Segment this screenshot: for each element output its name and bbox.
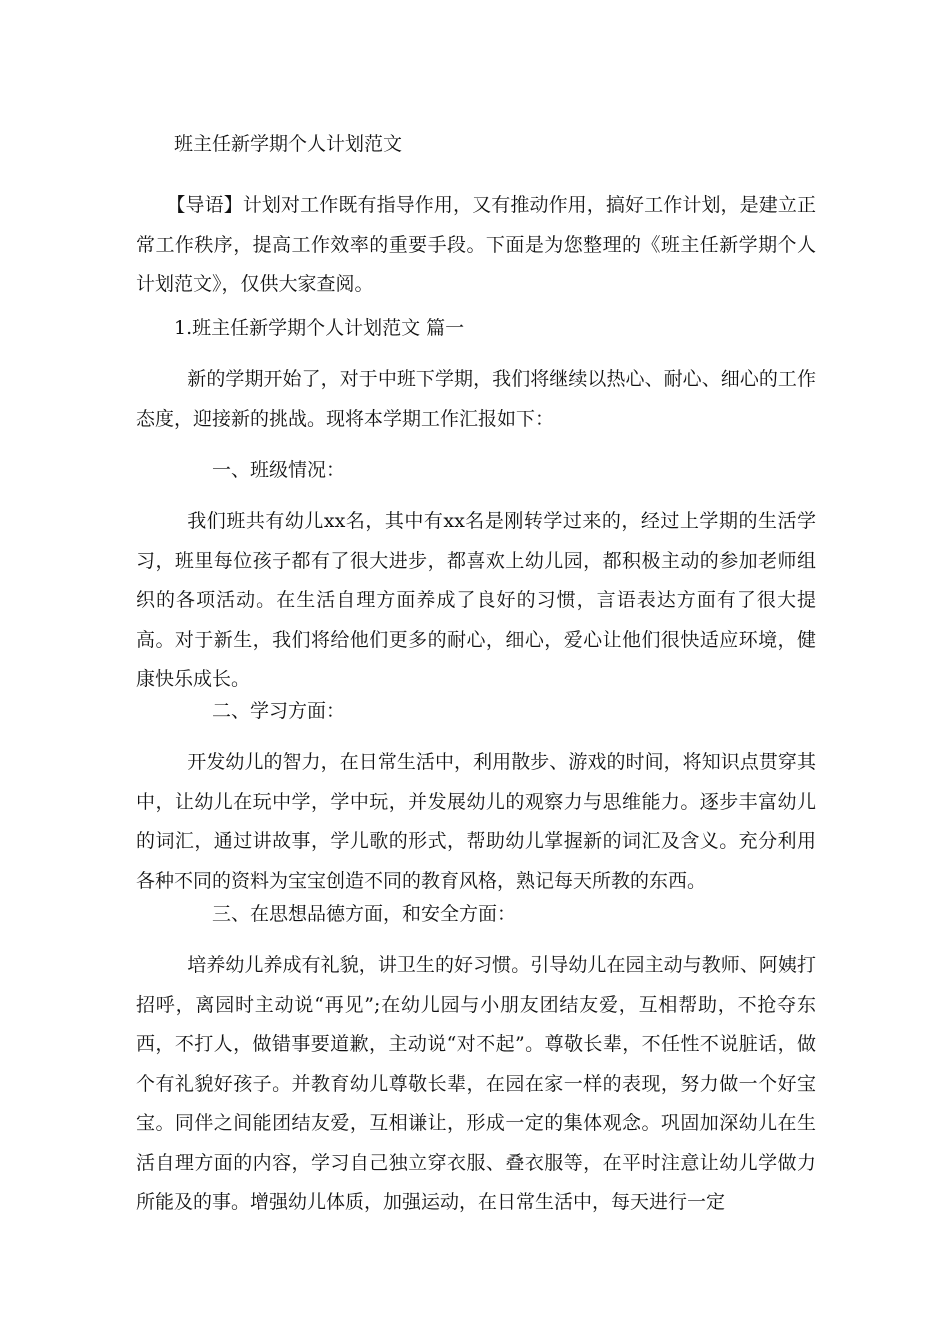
document-title: 班主任新学期个人计划范文	[174, 133, 403, 155]
class-situation-paragraph: 我们班共有幼儿xx名，其中有xx名是刚转学过来的，经过上学期的生活学习，班里每位孩子都有了很大进步，都喜欢上幼儿园，都积极主动的参加老师组织的各项活动。在生活自理方面养成了良好的习惯，言语表达方面有了很大提高。对于新生，我们将给他们更多的耐心，细心，爱心让他们很快适应环境，健康快乐成长。	[136, 510, 816, 690]
heading-morality-safety: 三、在思想品德方面，和安全方面：	[212, 903, 517, 925]
section-title: 1.班主任新学期个人计划范文 篇一	[174, 317, 465, 339]
heading-class-situation: 一、班级情况：	[212, 459, 346, 481]
heading-learning: 二、学习方面：	[212, 700, 346, 722]
learning-paragraph: 开发幼儿的智力，在日常生活中，利用散步、游戏的时间，将知识点贯穿其中，让幼儿在玩中学，学中玩，并发展幼儿的观察力与思维能力。逐步丰富幼儿的词汇，通过讲故事，学儿歌的形式，帮助幼儿掌握新的词汇及含义。充分利用各种不同的资料为宝宝创造不同的教育风格，熟记每天所教的东西。	[136, 751, 816, 892]
morality-safety-paragraph: 培养幼儿养成有礼貌，讲卫生的好习惯。引导幼儿在园主动与教师、阿姨打招呼，离园时主动说“再见”;在幼儿园与小朋友团结友爱，互相帮助，不抢夺东西，不打人，做错事要道歉，主动说“对不起”。尊敬长辈，不任性不说脏话，做个有礼貌好孩子。并教育幼儿尊敬长辈，在园在家一样的表现，努力做一个好宝宝。同伴之间能团结友爱，互相谦让，形成一定的集体观念。巩固加深幼儿在生活自理方面的内容，学习自己独立穿衣服、叠衣服等，在平时注意让幼儿学做力所能及的事。增强幼儿体质，加强运动，在日常生活中，每天进行一定	[136, 954, 816, 1213]
opening-paragraph: 新的学期开始了，对于中班下学期，我们将继续以热心、耐心、细心的工作态度，迎接新的挑战。现将本学期工作汇报如下：	[136, 368, 816, 430]
intro-paragraph: 【导语】计划对工作既有指导作用，又有推动作用，搞好工作计划，是建立正常工作秩序，提高工作效率的重要手段。下面是为您整理的《班主任新学期个人计划范文》，仅供大家查阅。	[136, 194, 816, 295]
